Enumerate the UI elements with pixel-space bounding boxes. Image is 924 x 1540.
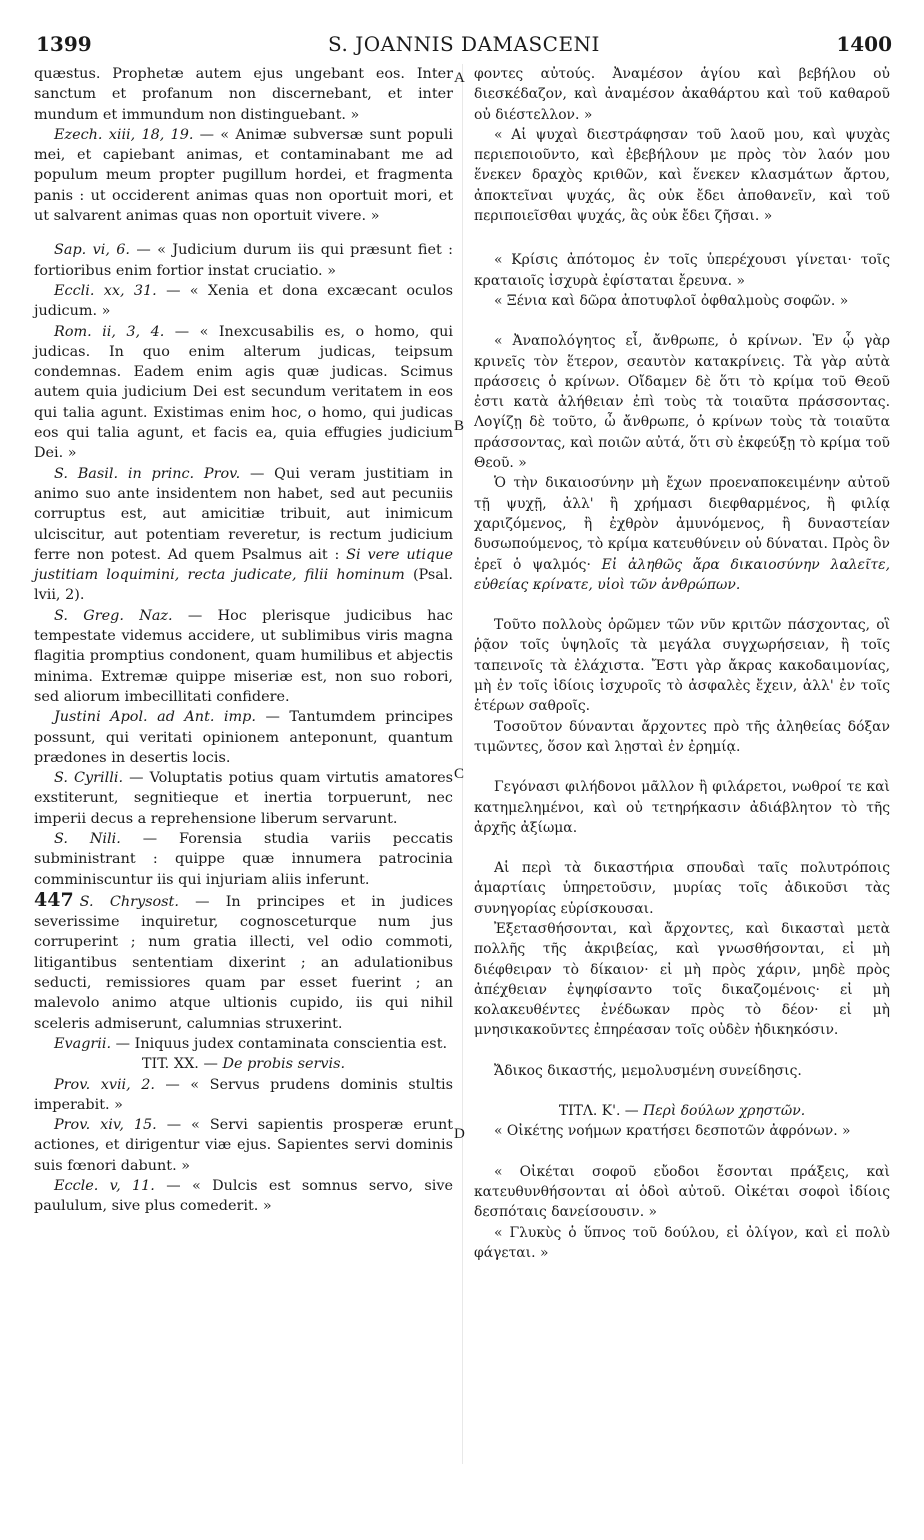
greek-paragraph-11: Ἄδικος δικαστής, μεμολυσμένη συνείδησις. [494,1062,802,1079]
citation: Prov. xvii, 2. [54,1076,155,1093]
column-number: 447 [34,888,74,911]
greek-paragraph-0: φοντες αὐτούς. Ἀναμέσον ἁγίου καὶ βεβήλου οὐ διεσκέδαζον, καὶ ἀναμέσον ἀκαθάρτου καὶ τοῦ καθαροῦ οὐ διέστελλον. » [474,66,890,123]
latin-paragraph-6: S. Greg. Naz. — Hoc plerisque judicibus hac tempestate videmus accidere, ut sublimibus viris magna flagitia promptius condonent, quam humilibus et abjectis minima. Extremæ quippe miseriæ est, non suo robori, sed aliorum imbecillitati confidere. [34,607,453,705]
latin-paragraph-8: S. Cyrilli. — Voluptatis potius quam virtutis amatores exstiterunt, segnitieque et inertia torpuerunt, nec imperii decus a reprehensione liberum servarunt. [34,770,454,827]
latin-paragraph-7: Justini Apol. ad Ant. imp. — Tantumdem principes possunt, qui veritati opinionem anteponunt, quantum prædones in desertis locis. [34,709,453,766]
latin-paragraph-1: Ezech. xiii, 18, 19. — « Animæ subversæ sunt populi mei, et capiebant animas, et contaminabant me ad populum meum propter pugillum hordei, et fragmenta panis : ut occiderent animas quas non oportuit mori, et ut salvarent animas quas non oportuit vivere. » [34,126,453,225]
citation: Justini Apol. ad Ant. imp. [54,709,256,726]
citation: Ezech. xiii, 18, 19. [54,126,194,143]
citation: S. Chrysost. [79,893,179,910]
greek-paragraph-3: « Ξένια καὶ δῶρα ἀποτυφλοῖ ὀφθαλμοὺς σοφῶν. » [494,292,849,309]
citation: Sap. vi, 6. [54,242,131,259]
left-page-number: 1399 [36,32,92,56]
citation: S. Greg. Naz. [54,607,173,624]
latin-section-title: TIT. XX. — De probis servis. [141,1056,346,1073]
greek-paragraph-8: Γεγόνασι φιλήδονοι μᾶλλον ἢ φιλάρετοι, νωθροί τε καὶ κατημελημένοι, καὶ οὐ τετηρήκασιν ἀδιάβλητον τὸ τῆς ἀρχῆς ἀξίωμα. [474,779,890,836]
margin-letter-b: B [454,418,465,434]
running-title: S. JOANNIS DAMASCENI [328,32,600,56]
citation: Eccli. xx, 31. [54,282,157,299]
column-divider [462,64,463,1464]
latin-paragraph-11: Evagrii. — Iniquus judex contaminata conscientia est. [54,1035,448,1052]
greek-paragraph-6: Τοῦτο πολλοὺς ὁρῶμεν τῶν νῦν κριτῶν πάσχοντας, οἳ ῥᾷον τοῖς ὑψηλοῖς τὰ μεγάλα συγχωρήσειαν, ἢ τοῖς ταπεινοῖς τὰ ἐλάχιστα. Ἔστι γὰρ ἄκρας κακοδαιμονίας, μὴ ἐν τοῖς ἰδίοις ἰσχυροῖς τὸ ἀσφαλὲς ἔχειν, ἀλλ' ἐν τοῖς ἑτέρων σαθροῖς. [474,617,890,715]
latin-paragraph-9: S. Nili. — Forensia studia variis peccatis subministrant : quippe quæ innumera patrocinia comminiscuntur iis qui injuriam aliis inferunt. [34,830,453,888]
greek-paragraph-13: « Οἰκέτης νοήμων κρατήσει δεσποτῶν ἀφρόνων. » [494,1123,851,1140]
latin-paragraph-14: Prov. xiv, 15. — « Servi sapientis prosperæ erunt actiones, et dirigentur viæ ejus. Sapientes servi dominis suis fœnori dabunt. » [34,1117,453,1174]
greek-paragraph-5: Ὁ τὴν δικαιοσύνην μὴ ἔχων προεναποκειμένην αὐτοῦ τῇ ψυχῇ, ἀλλ' ἢ χρήμασι διεφθαρμένος, ἢ φιλίᾳ χαριζόμενος, ἢ ἐχθρὸν ἀμυνόμενος, ἢ δυναστείαν δυσωπούμενος, τὸ κρίμα κατευθύνειν οὐ δύναται. Πρὸς ὃν ἐρεῖ ὁ ψαλμός· Εἰ ἀληθῶς ἄρα δικαιοσύνην λαλεῖτε, εὐθείας κρίνατε, υἱοὶ τῶν ἀνθρώπων. [474,475,890,593]
page-header [36,32,892,58]
greek-column [474,64,890,1263]
greek-paragraph-14: « Οἰκέται σοφοῦ εὔοδοι ἔσονται πράξεις, καὶ κατευθυνθήσονται αἱ ὁδοὶ αὐτοῦ. Οἰκέται σοφοὶ ἰδίοις δεσπόταις δανείσουσιν. » [474,1163,890,1221]
citation: S. Cyrilli. [54,770,124,787]
greek-paragraph-1: « Αἱ ψυχαὶ διεστράφησαν τοῦ λαοῦ μου, καὶ ψυχὰς περιεποιοῦντο, καὶ ἐβεβήλουν με πρὸς τὸν λαόν μου ἕνεκεν δραχὸς κριθῶν, καὶ ἕνεκεν κλασμάτων ἄρτου, ἀποκτεῖναι ψυχάς, ἃς οὐκ ἔδει ἀποθανεῖν, καὶ τοῦ περιποιεῖσθαι ψυχάς, ἃς οὐκ ἔδει ζῆσαι. » [474,126,890,225]
greek-paragraph-10: Ἐξετασθήσονται, καὶ ἄρχοντες, καὶ δικασταὶ μετὰ πολλῆς τῆς ἀκριβείας, καὶ γνωσθήσονται, εἰ μὴ διέφθειραν τὸ δίκαιον· εἰ μὴ πρὸς χάριν, μηδὲ πρὸς ἀπέχθειαν ἐψηφίσαντο τοῖς δικαζομένοις· εἰ μὴ κολακευθέντες ἐνέδωκαν πρὸς τὸ δέον· εἰ μὴ μνησικακοῦντες ἐπηρέασαν τοῖς οὐδὲν ἠδικηκόσιν. [474,920,890,1039]
greek-paragraph-9: Αἱ περὶ τὰ δικαστήρια σπουδαὶ ταῖς πολυτρόποις ἁμαρτίαις ὑπηρετοῦσιν, μυρίας τοῖς ἀδικοῦσι τὰς συνηγορίας εὑρίσκουσαι. [474,860,890,917]
greek-paragraph-4: « Ἀναπολόγητος εἶ, ἄνθρωπε, ὁ κρίνων. Ἐν ᾧ γὰρ κρινεῖς τὸν ἕτερον, σεαυτὸν κατακρίνεις. Τὰ γὰρ αὐτὰ πράσσεις ὁ κρίνων. Οἴδαμεν δὲ ὅτι τὸ κρίμα τοῦ Θεοῦ ἐστι κατὰ ἀλήθειαν ἐπὶ τοὺς τὰ τοιαῦτα πράσσοντας. Λογίζῃ δὲ τοῦτο, ὦ ἄνθρωπε, ὁ κρίνων τοὺς τὰ τοιαῦτα πράσσοντας, καὶ ποιῶν αὐτά, ὅτι σὺ ἐκφεύξῃ τὸ κρίμα τοῦ Θεοῦ. » [474,333,890,472]
greek-paragraph-15: « Γλυκὺς ὁ ὕπνος τοῦ δούλου, εἰ ὀλίγον, καὶ εἰ πολὺ φάγεται. » [474,1224,890,1261]
right-page-number: 1400 [836,32,892,56]
citation: S. Basil. in princ. Prov. [54,465,241,482]
citation: Prov. xiv, 15. [54,1117,157,1134]
citation: Rom. ii, 3, 4. [54,323,165,340]
latin-paragraph-5: S. Basil. in princ. Prov. — Qui veram justitiam in animo suo ante insidentem non habet, sed aut pecuniis corruptus est, aut amicitiæ tribuit, aut inimicum ulciscitur, aut potentiam reveretur, is rectum judicium ferre non potest. Ad quem Psalmus ait : Si vere utique justitiam loquimini, recta judicate, filii hominum (Psal. lvii, 2). [34,465,453,604]
citation: S. Nili. [54,830,121,847]
latin-column [34,64,453,1217]
margin-letter-a: A [454,70,465,86]
latin-paragraph-3: Eccli. xx, 31. — « Xenia et dona excæcant oculos judicum. » [34,282,453,320]
latin-paragraph-4: Rom. ii, 3, 4. — « Inexcusabilis es, o homo, qui judicas. In quo enim alterum judicas, teipsum condemnas. Eadem enim agis quæ judicas. Scimus autem quia judicium Dei est secundum veritatem in eos qui talia agunt. Existimas enim hoc, o homo, qui judicas eos qui talia agunt, et facis ea, quia effugies judicium Dei. » [34,323,453,462]
latin-paragraph-13: Prov. xvii, 2. — « Servus prudens dominis stultis imperabit. » [34,1076,453,1113]
greek-paragraph-2: « Κρίσις ἀπότομος ἐν τοῖς ὑπερέχουσι γίνεται· τοῖς κραταιοῖς ἰσχυρὰ ἐφίσταται ἔρευνα. » [474,252,890,289]
latin-paragraph-0: quæstus. Prophetæ autem ejus ungebant eos. Inter sanctum et profanum non discernebant, et inter mundum et immundum non distinguebant. » [34,66,453,123]
latin-paragraph-10: 447 S. Chrysost. — In principes et in judices severissime inquiretur, cognosceturque num jus corruperint ; num gratia illecti, vel odio commoti, litigantibus sententiam dixerint ; an adulationibus seducti, remissiores quam par esset fuerint ; an malevolo animo atque ultionis cupido, iis qui nihil sceleris admiserunt, calumnias struxerint. [34,888,454,1032]
margin-letter-c: C [454,766,465,782]
margin-letter-d: D [454,1126,465,1142]
greek-section-title: ΤΙΤΛ. Κ'. — Περὶ δούλων χρηστῶν. [558,1103,806,1120]
latin-paragraph-15: Eccle. v, 11. — « Dulcis est somnus servo, sive paululum, sive plus comederit. » [34,1178,453,1215]
citation: Eccle. v, 11. [54,1178,155,1195]
citation: Evagrii. [54,1035,112,1052]
latin-paragraph-2: Sap. vi, 6. — « Judicium durum iis qui præsunt fiet : fortioribus enim fortior instat cruciatio. » [34,242,453,279]
greek-paragraph-7: Τοσοῦτον δύνανται ἄρχοντες πρὸ τῆς ἀληθείας δόξαν τιμῶντες, ὅσον καὶ λῃσταὶ ἐν ἐρημίᾳ. [474,718,890,755]
